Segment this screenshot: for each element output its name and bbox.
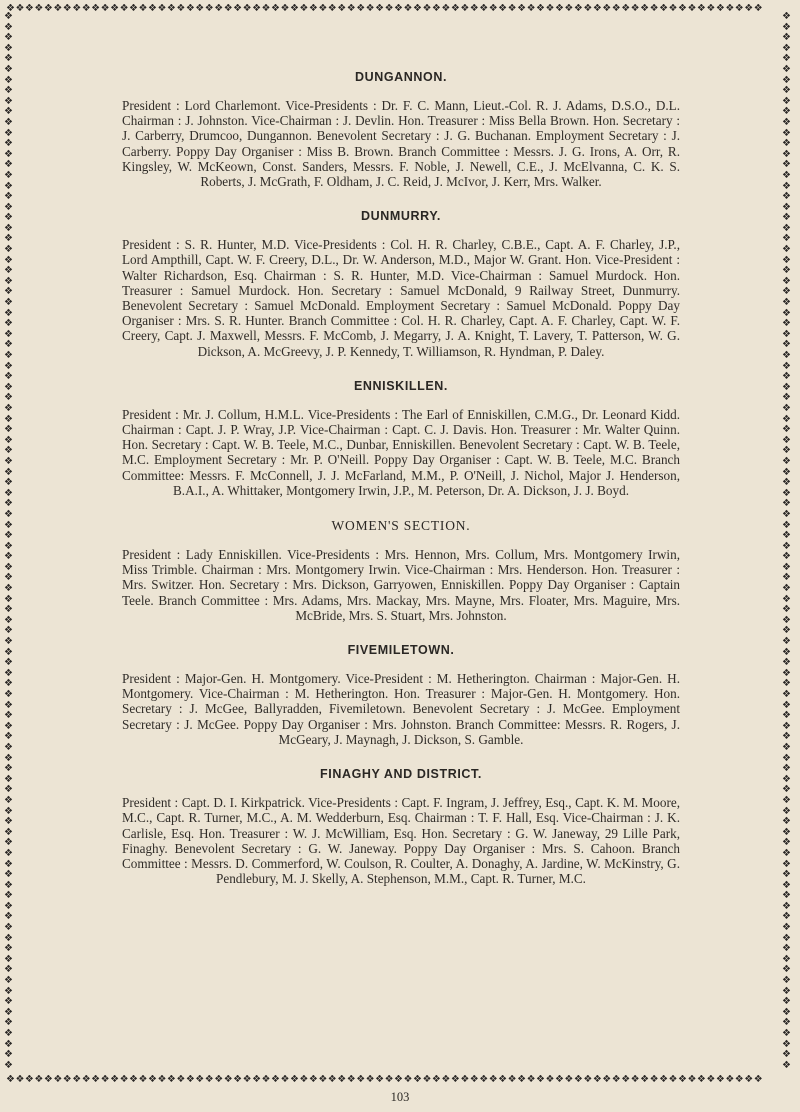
section-dunmurry [122, 209, 680, 359]
section-heading: DUNGANNON. [354, 70, 448, 84]
section-heading: FINAGHY AND DISTRICT. [320, 767, 482, 782]
section-fivemiletown [122, 643, 680, 747]
section-heading: DUNMURRY. [361, 209, 441, 224]
section-text: President : Lady Enniskillen. Vice-Presidents : Mrs. Hennon, Mrs. Collum, Mrs. Montgomery Irwin, Miss Trimble. Chairman : Mrs. Montgomery Irwin. Vice-Chairman : Mrs. Henderson. Hon. Treasurer : Mrs. Switzer. Hon. Secretary : Mrs. Dickson, Garryowen, Enniskillen. Poppy Day Organiser : Captain Teele. Branch Committee : Mrs. Adams, Mrs. Mackay, Mrs. Mayne, Mrs. Floater, Mrs. Maguire, Mrs. McBride, Mrs. S. Stuart, Mrs. Johnston. [122, 547, 680, 623]
section-text: President : Major-Gen. H. Montgomery. Vice-President : M. Hetherington. Chairman : Major-Gen. H. Montgomery. Vice-Chairman : M. Hetherington. Hon. Treasurer : Major-Gen. H. Montgomery. Hon. Secretary : J. McGee, Ballyradden, Fivemiletown. Benevolent Secretary : J. McGee. Employment Secretary : J. McGee. Poppy Day Organiser : Mrs. Johnston. Branch Committee: Messrs. R. Rogers, J. McGeary, J. Maynagh, J. Dickson, S. Gamble. [122, 671, 680, 747]
section-text: President : Lord Charlemont. Vice-Presidents : Dr. F. C. Mann, Lieut.-Col. R. J. Adams, D.S.O., D.L. Chairman : J. Johnston. Vice-Chairman : J. Devlin. Hon. Treasurer : Miss Bella Brown. Hon. Secretary : J. Carberry, Drumcoo, Dungannon. Benevolent Secretary : J. G. Buchanan. Employment Secretary : J. Carberry. Poppy Day Organiser : Miss B. Brown. Branch Committee : Messrs. J. G. Irons, A. Orr, R. Kingsley, W. McKeown, Const. Sanders, Messrs. F. Noble, J. Newell, C.E., J. McElvanna, C. K. S. Roberts, J. McGrath, F. Oldham, J. C. Reid, J. McIvor, J. Kerr, Mrs. Walker. [122, 98, 680, 190]
page-content [122, 70, 680, 906]
section-text: President : S. R. Hunter, M.D. Vice-Presidents : Col. H. R. Charley, C.B.E., Capt. A. F. Charley, J.P., Lord Ampthill, Capt. W. F. Creery, D.L., Dr. W. Anderson, M.D., Major W. Grant. Hon. Vice-President : Walter Richardson, Esq. Chairman : S. R. Hunter, M.D. Vice-Chairman : Samuel Murdock. Hon. Treasurer : Samuel Murdock. Hon. Secretary : Samuel McDonald, 9 Railway Street, Dunmurry. Benevolent Secretary : Samuel McDonald. Employment Secretary : Samuel McDonald. Poppy Day Organiser : Mrs. S. R. Hunter. Branch Committee : Col. H. R. Charley, Capt. A. F. Charley, Capt. W. F. Creery, Capt. J. Maxwell, Messrs. F. McComb, J. Megarry, J. A. Knight, T. Lavery, T. Patterson, W. G. Dickson, A. McGreevy, J. P. Kennedy, T. Williamson, R. Hyndman, P. Daley. [122, 237, 680, 359]
section-womens-section [122, 518, 680, 623]
section-finaghy [122, 767, 680, 886]
section-text: President : Mr. J. Collum, H.M.L. Vice-Presidents : The Earl of Enniskillen, C.M.G., Dr. Leonard Kidd. Chairman : Capt. J. P. Wray, J.P. Vice-Chairman : Capt. C. J. Davis. Hon. Treasurer : Mr. Walter Quinn. Hon. Secretary : Capt. W. B. Teele, M.C., Dunbar, Enniskillen. Benevolent Secretary : Capt. W. B. Teele, M.C. Employment Secretary : Mr. P. O'Neill. Poppy Day Organiser : Capt. W. B. Teele, M.C. Branch Committee: Messrs. F. McConnell, J. J. McFarland, M.M., P. O'Neill, J. Nichol, Major J. Henderson, B.A.I., A. Whittaker, Montgomery Irwin, J.P., M. Peterson, Dr. A. Dickson, J. J. Boyd. [122, 406, 680, 498]
section-dungannon [122, 70, 680, 189]
ornamental-border-top: ❖❖❖❖❖❖❖❖❖❖❖❖❖❖❖❖❖❖❖❖❖❖❖❖❖❖❖❖❖❖❖❖❖❖❖❖❖❖❖❖❖❖❖❖❖❖❖❖❖❖❖❖❖❖❖❖❖❖❖❖❖❖❖❖❖❖❖❖❖❖❖❖❖❖❖❖❖❖❖❖ [6, 4, 764, 14]
section-heading: ENNISKILLEN. [353, 378, 448, 393]
ornamental-border-right: ❖❖❖❖❖❖❖❖❖❖❖❖❖❖❖❖❖❖❖❖❖❖❖❖❖❖❖❖❖❖❖❖❖❖❖❖❖❖❖❖❖❖❖❖❖❖❖❖❖❖❖❖❖❖❖❖❖❖❖❖❖❖❖❖❖❖❖❖❖❖❖❖❖❖❖❖❖❖❖❖❖❖❖❖❖❖❖❖❖❖❖❖❖❖❖❖❖❖❖❖ [782, 12, 791, 1071]
section-enniskillen [122, 379, 680, 498]
section-text: President : Capt. D. I. Kirkpatrick. Vice-Presidents : Capt. F. Ingram, J. Jeffrey, Esq., Capt. K. M. Moore, M.C., Capt. R. Turner, M.C., A. M. Wedderburn, Esq. Chairman : T. F. Hall, Esq. Vice-Chairman : J. K. Carlisle, Esq. Hon. Treasurer : W. J. McWilliam, Esq. Hon. Secretary : G. W. Janeway, 29 Lille Park, Finaghy. Benevolent Secretary : G. W. Janeway. Poppy Day Organiser : Mrs. S. Cahoon. Branch Committee : Messrs. D. Commerford, W. Coulson, R. Coulter, A. Donaghy, A. Jardine, W. McKinstry, G. Pendlebury, M. J. Skelly, A. Stephenson, M.M., Capt. R. Turner, M.C. [122, 795, 680, 887]
ornamental-border-left: ❖❖❖❖❖❖❖❖❖❖❖❖❖❖❖❖❖❖❖❖❖❖❖❖❖❖❖❖❖❖❖❖❖❖❖❖❖❖❖❖❖❖❖❖❖❖❖❖❖❖❖❖❖❖❖❖❖❖❖❖❖❖❖❖❖❖❖❖❖❖❖❖❖❖❖❖❖❖❖❖❖❖❖❖❖❖❖❖❖❖❖❖❖❖❖❖❖❖❖❖ [4, 12, 13, 1071]
section-heading: FIVEMILETOWN. [347, 643, 455, 658]
section-subheading: WOMEN'S SECTION. [331, 518, 471, 534]
page-number: 103 [390, 1090, 410, 1104]
ornamental-border-bottom: ❖❖❖❖❖❖❖❖❖❖❖❖❖❖❖❖❖❖❖❖❖❖❖❖❖❖❖❖❖❖❖❖❖❖❖❖❖❖❖❖❖❖❖❖❖❖❖❖❖❖❖❖❖❖❖❖❖❖❖❖❖❖❖❖❖❖❖❖❖❖❖❖❖❖❖❖❖❖❖❖ [6, 1075, 764, 1085]
